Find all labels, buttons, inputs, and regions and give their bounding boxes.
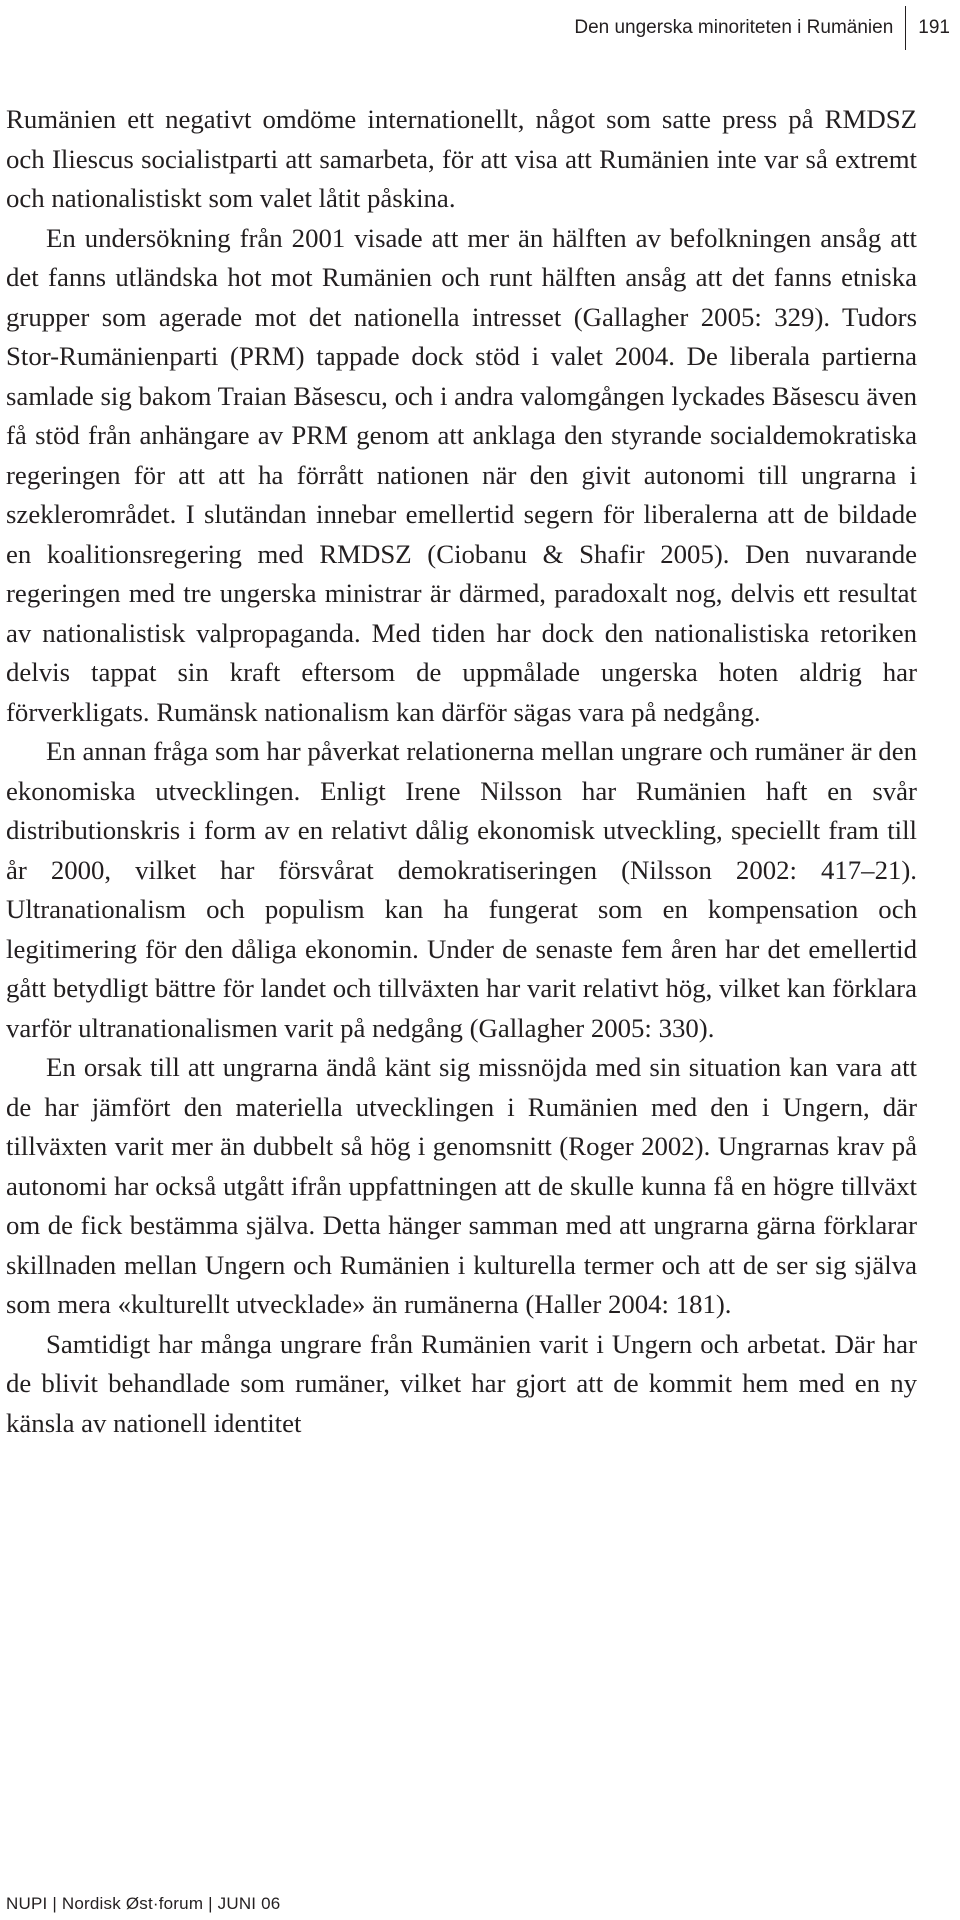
paragraph: En annan fråga som har påverkat relationerna mellan ungrare och rumäner är den ekonomiska utvecklingen. Enligt Irene Nilsson har Rumänien haft en svår distributionskris i form av en relativt dålig ekonomisk utveckling, speciellt fram till år 2000, vilket har försvårat demokratiseringen (Nilsson 2002: 417–21). Ultranationalism och populism kan ha fungerat som en kompensation och legitimering för den dåliga ekonomin. Under de senaste fem åren har det emellertid gått betydligt bättre för landet och tillväxten har varit relativt hög, vilket kan förklara varför ultranationalismen varit på nedgång (Gallagher 2005: 330).	[6, 736, 917, 1043]
body-text	[6, 100, 917, 1443]
paragraph: En undersökning från 2001 visade att mer än hälften av befolkningen ansåg att det fanns utländska hot mot Rumänien och runt hälften ansåg att det fanns etniska grupper som agerade mot det nationella intresset (Gallagher 2005: 329). Tudors Stor-Rumänienparti (PRM) tappade dock stöd i valet 2004. De liberala partierna samlade sig bakom Traian Băsescu, och i andra valomgången lyckades Băsescu även få stöd från anhängare av PRM genom att anklaga den styrande socialdemokratiska regeringen för att att ha förrått nationen när den givit autonomi till ungrarna i szeklerområdet. I slutändan innebar emellertid segern för liberalerna att de bildade en koalitionsregering med RMDSZ (Ciobanu & Shafir 2005). Den nuvarande regeringen med tre ungerska ministrar är därmed, paradoxalt nog, delvis ett resultat av nationalistisk valpropaganda. Med tiden har dock den nationalistiska retoriken delvis tappat sin kraft eftersom de uppmålade ungerska hoten aldrig har förverkligats. Rumänsk nationalism kan därför sägas vara på nedgång.	[6, 222, 917, 727]
page-number: 191	[918, 17, 950, 38]
page-footer: NUPI | Nordisk Øst·forum | JUNI 06	[6, 1894, 281, 1913]
running-head	[574, 6, 960, 50]
paragraph-continued: Rumänien ett negativt omdöme internationellt, något som satte press på RMDSZ och Iliescus socialistparti att samarbeta, för att visa att Rumänien inte var så extremt och nationalistiskt som valet låtit påskina.	[6, 104, 917, 213]
running-head-title: Den ungerska minoriteten i Rumänien	[574, 17, 894, 38]
paragraph: Samtidigt har många ungrare från Rumänien varit i Ungern och arbetat. Där har de blivit behandlade som rumäner, vilket har gjort att de kommit hem med en ny känsla av nationell identitet	[6, 1328, 917, 1438]
paragraph: En orsak till att ungrarna ändå känt sig missnöjda med sin situation kan vara att de har jämfört den materiella utvecklingen i Rumänien med den i Ungern, där tillväxten varit mer än dubbelt så hög i genomsnitt (Roger 2002). Ungrarnas krav på autonomi har också utgått ifrån uppfattningen att de skulle kunna få en högre tillväxt om de fick bestämma själva. Detta hänger samman med att ungrarna gärna förklarar skillnaden mellan Ungern och Rumänien i kulturella termer och att de ser sig själva som mera «kulturellt utvecklade» än rumänerna (Haller 2004: 181).	[6, 1052, 917, 1319]
